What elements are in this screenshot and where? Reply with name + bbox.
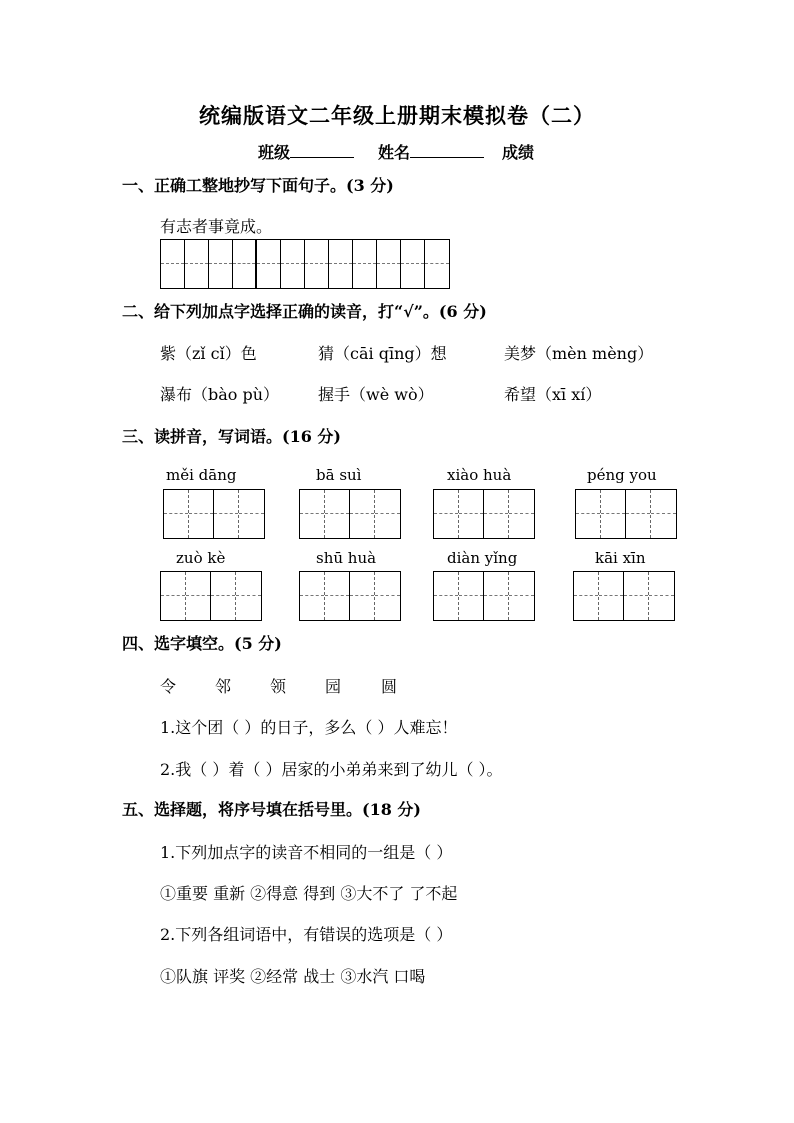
class-blank[interactable] — [290, 143, 354, 158]
pinyin-choice-item[interactable]: 瀑布（bào pù） — [160, 385, 280, 404]
grid-cell[interactable] — [161, 240, 185, 288]
word-writing-box[interactable] — [433, 571, 535, 621]
class-field — [258, 140, 354, 163]
mc-question[interactable]: 1.下列加点字的读音不相同的一组是（ ） — [160, 843, 453, 862]
choice-char: 邻 — [215, 677, 232, 696]
name-label: 姓名 — [378, 143, 411, 162]
grid-cell[interactable] — [281, 240, 305, 288]
pinyin-label: měi dāng — [166, 466, 237, 484]
pinyin-label: diàn yǐng — [447, 549, 518, 567]
pinyin-label: kāi xīn — [595, 549, 646, 567]
copy-writing-grid[interactable] — [160, 239, 450, 289]
choice-char: 圆 — [381, 677, 398, 696]
word-writing-box[interactable] — [299, 571, 401, 621]
grid-cell[interactable] — [233, 240, 257, 288]
grid-cell[interactable] — [377, 240, 401, 288]
grid-cell[interactable] — [329, 240, 353, 288]
word-writing-box[interactable] — [299, 489, 401, 539]
section-3-heading: 三、读拼音，写词语。(16 分) — [122, 427, 341, 446]
word-writing-box[interactable] — [433, 489, 535, 539]
pinyin-label: péng you — [587, 466, 657, 484]
name-blank[interactable] — [410, 143, 484, 158]
copy-sentence: 有志者事竟成。 — [160, 217, 273, 236]
word-writing-box[interactable] — [575, 489, 677, 539]
pinyin-label: xiào huà — [447, 466, 512, 484]
fill-blank-question[interactable]: 2.我（ ）着（ ）居家的小弟弟来到了幼儿（ ）。 — [160, 760, 503, 779]
mc-options: ①队旗 评奖 ②经常 战士 ③水汽 口喝 — [160, 967, 426, 986]
grid-cell[interactable] — [353, 240, 377, 288]
grid-cell[interactable] — [425, 240, 449, 288]
grid-cell[interactable] — [305, 240, 329, 288]
pinyin-choice-item[interactable]: 紫（zǐ cǐ）色 — [160, 344, 257, 363]
score-label: 成绩 — [502, 143, 535, 162]
word-writing-box[interactable] — [573, 571, 675, 621]
word-writing-box[interactable] — [163, 489, 265, 539]
pinyin-choice-item[interactable]: 猜（cāi qīng）想 — [318, 344, 447, 363]
name-field — [378, 140, 484, 163]
mc-question[interactable]: 2.下列各组词语中，有错误的选项是（ ） — [160, 925, 453, 944]
pinyin-label: bā suì — [316, 466, 362, 484]
section-5-heading: 五、选择题，将序号填在括号里。(18 分) — [122, 800, 421, 819]
grid-cell[interactable] — [401, 240, 425, 288]
grid-cell[interactable] — [257, 240, 281, 288]
class-label: 班级 — [258, 143, 291, 162]
grid-cell[interactable] — [185, 240, 209, 288]
fill-blank-question[interactable]: 1.这个团（ ）的日子，多么（ ）人难忘！ — [160, 718, 458, 737]
pinyin-label: shū huà — [316, 549, 377, 567]
page-title: 统编版语文二年级上册期末模拟卷（二） — [199, 103, 595, 128]
section-4-heading: 四、选字填空。(5 分) — [122, 634, 282, 653]
choice-char: 领 — [270, 677, 287, 696]
section-2-heading: 二、给下列加点字选择正确的读音，打“√”。(6 分) — [122, 302, 487, 321]
pinyin-choice-item[interactable]: 握手（wè wò） — [318, 385, 434, 404]
pinyin-choice-item[interactable]: 希望（xī xí） — [504, 385, 602, 404]
mc-options: ①重要 重新 ②得意 得到 ③大不了 了不起 — [160, 884, 458, 903]
word-writing-box[interactable] — [160, 571, 262, 621]
choice-char: 园 — [325, 677, 342, 696]
choice-char: 令 — [160, 677, 177, 696]
section-1-heading: 一、正确工整地抄写下面句子。(3 分) — [122, 176, 394, 195]
pinyin-label: zuò kè — [176, 549, 226, 567]
pinyin-choice-item[interactable]: 美梦（mèn mèng） — [504, 344, 654, 363]
grid-cell[interactable] — [209, 240, 233, 288]
